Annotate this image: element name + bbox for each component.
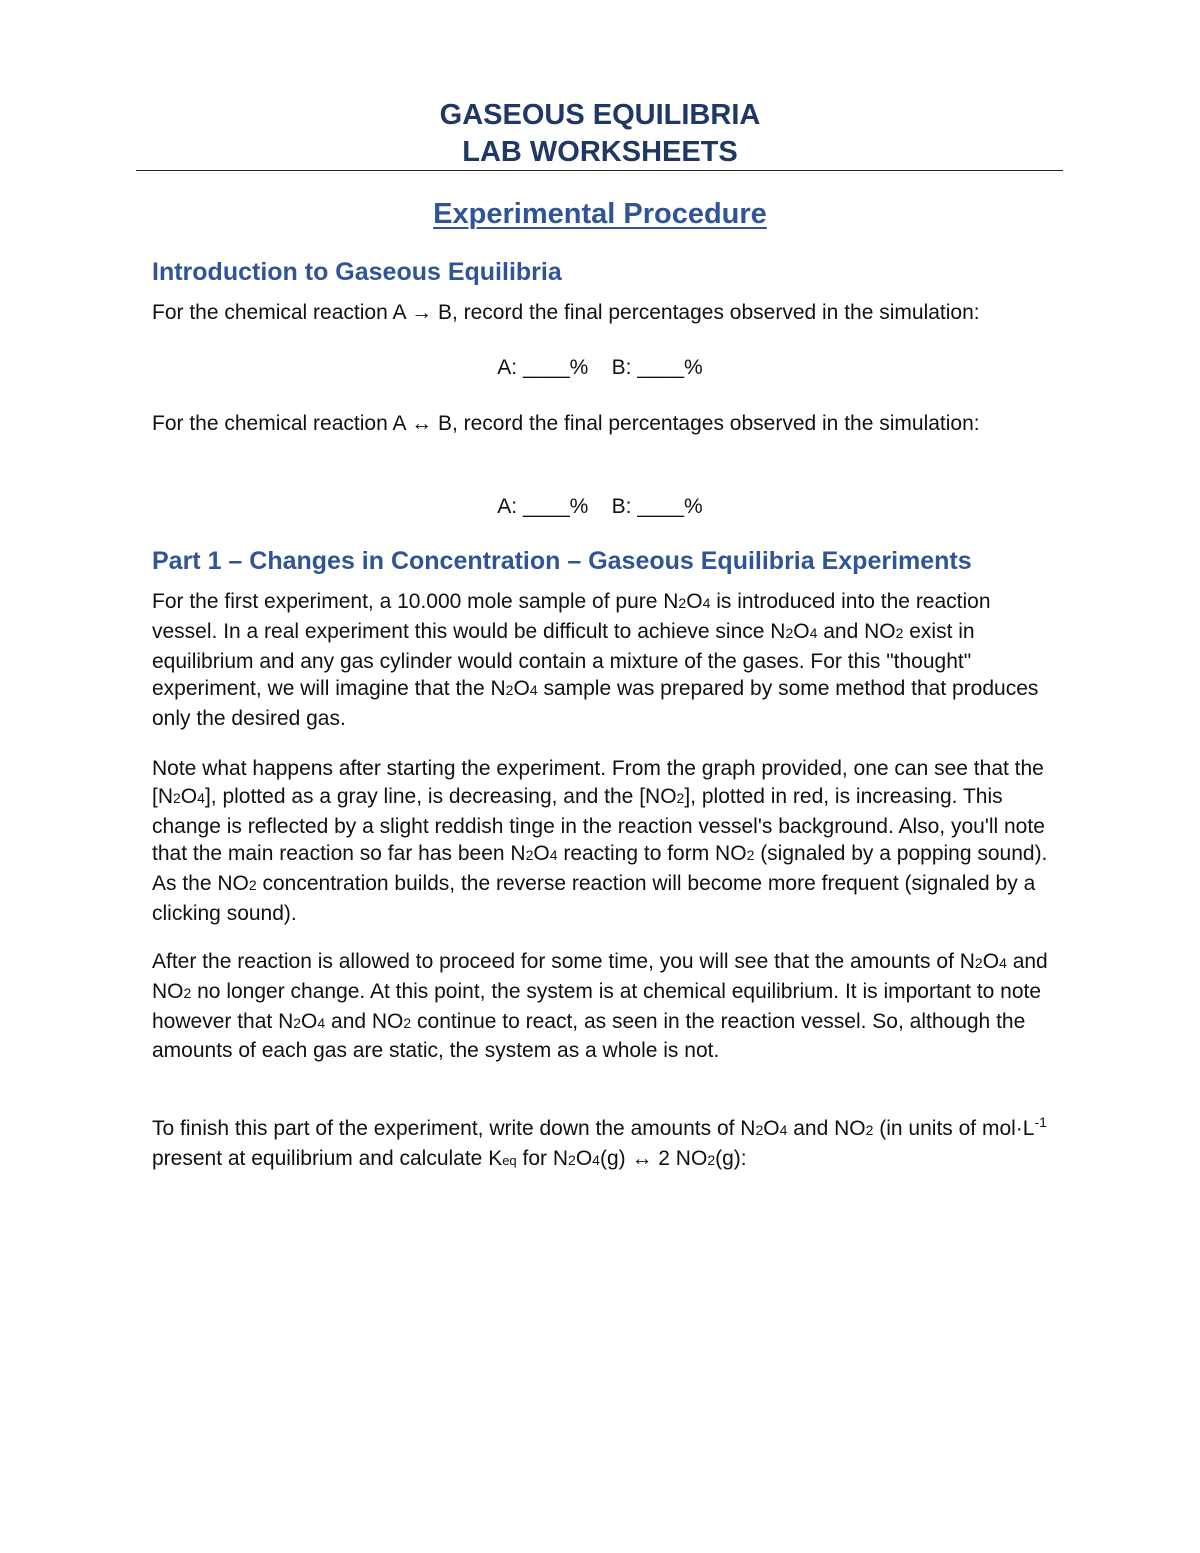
title-divider (136, 170, 1063, 171)
paragraph-first-experiment: For the first experiment, a 10.000 mole sample of pure N2O4 is introduced into the reaction vessel. In a real experiment this would be difficult to achieve since N2O4 and NO2 exist in equilibrium and any gas cylinder would contain a mixture of the gases. For this "thought" experiment, we will imagine that the N2O4 sample was prepared by some method that produces only the desired gas. (152, 590, 1039, 731)
paragraph-equilibrium: After the reaction is allowed to proceed for some time, you will see that the amounts of N2O4 and NO2 no longer change. At this point, the system is at chemical equilibrium. It is important to note however that N2O4 and NO2 continue to react, as seen in the reaction vessel. So, although the amounts of each gas are static, the system as a whole is not. (152, 950, 1048, 1063)
section-heading-experimental-procedure: Experimental Procedure (433, 198, 767, 230)
question-irreversible-reaction: For the chemical reaction A → B, record the final percentages observed in the simulation: (152, 301, 980, 324)
paragraph-finish-instructions: To finish this part of the experiment, write down the amounts of N2O4 and NO2 (in units of $mol\cdot L^{-1}$ present at equilibrium and calculate Keq for N2O4(g) ↔ 2 NO2(g): (152, 1114, 1047, 1170)
document-title-line2: LAB WORKSHEETS (462, 136, 738, 168)
record-percentages-reversible: A: ____% B: ____% (497, 495, 703, 518)
heading-introduction: Introduction to Gaseous Equilibria (152, 258, 562, 286)
document-title-line1: GASEOUS EQUILIBRIA (439, 99, 761, 131)
paragraph-observations: Note what happens after starting the experiment. From the graph provided, one can see that the [N2O4], plotted as a gray line, is decreasing, and the [NO2], plotted in red, is increasing. This change is reflected by a slight reddish tinge in the reaction vessel's background. Also, you'll note that the main reaction so far has been N2O4 reacting to form NO2 (signaled by a popping sound). As the NO2 concentration builds, the reverse reaction will become more frequent (signaled by a clicking sound). (152, 757, 1048, 925)
heading-part1: Part 1 – Changes in Concentration – Gaseous Equilibria Experiments (152, 547, 972, 575)
record-percentages-irreversible: A: ____% B: ____% (497, 356, 703, 379)
question-reversible-reaction: For the chemical reaction A ↔ B, record the final percentages observed in the simulation: (152, 412, 980, 435)
